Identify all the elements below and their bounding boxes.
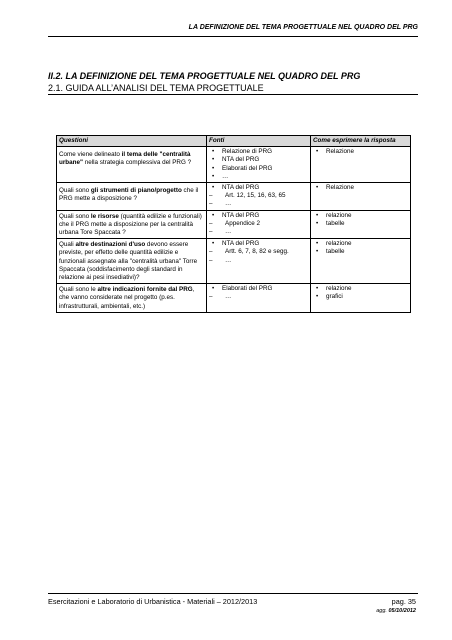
dash-icon: – bbox=[209, 248, 213, 256]
sources-cell bbox=[207, 210, 311, 239]
sources-list bbox=[209, 212, 308, 237]
bullet-icon: • bbox=[316, 148, 319, 156]
list-item-text: … bbox=[225, 293, 232, 301]
sources-list bbox=[209, 240, 308, 265]
table-row bbox=[57, 147, 411, 183]
list-item-text: relazione bbox=[326, 240, 352, 248]
answer-cell bbox=[311, 183, 411, 211]
question-text: Quali sono bbox=[59, 187, 91, 195]
list-item bbox=[209, 165, 308, 173]
list-item bbox=[209, 248, 308, 256]
dash-icon: – bbox=[209, 293, 213, 301]
list-item-text: tabelle bbox=[326, 248, 345, 256]
question-cell bbox=[57, 210, 207, 239]
table-row bbox=[57, 239, 411, 284]
question-text: Quali sono bbox=[59, 212, 91, 220]
question-cell bbox=[57, 239, 207, 284]
list-item-text: NTA del PRG bbox=[222, 211, 260, 219]
bullet-icon: • bbox=[212, 240, 215, 248]
question-text: (quantità edilizie e funzionali) che il PRG mette a disposizione per la centralità urbana Tore Spaccata ? bbox=[59, 212, 202, 237]
header-risposta: Come esprimere la risposta bbox=[311, 136, 411, 147]
dash-icon: – bbox=[209, 228, 213, 236]
list-item bbox=[209, 200, 308, 208]
list-item-text: … bbox=[225, 256, 232, 264]
list-item bbox=[209, 240, 308, 248]
question-cell bbox=[57, 284, 207, 313]
question-text: Come viene delineato bbox=[59, 151, 122, 159]
list-item bbox=[209, 285, 308, 293]
section-title: II.2. LA DEFINIZIONE DEL TEMA PROGETTUALE NEL QUADRO DEL PRG bbox=[48, 71, 361, 81]
list-item bbox=[209, 228, 308, 236]
question-text: devono essere previste, per effetto delle quantità edilizie e funzionali assegnate alla "centralità urbana" Torre Spaccata (soddisfacimento degli standard in relazione ai pesi insediativi)? bbox=[59, 241, 198, 282]
question-highlight: il tema delle "centralità urbane" bbox=[59, 151, 191, 167]
bullet-icon: • bbox=[316, 285, 319, 293]
list-item-text: Art. 12, 15, 16, 63, 65 bbox=[225, 192, 286, 200]
dash-icon: – bbox=[209, 200, 213, 208]
table-header-row bbox=[57, 136, 411, 147]
question-cell bbox=[57, 183, 207, 211]
list-item bbox=[313, 248, 408, 256]
question-cell bbox=[57, 147, 207, 183]
bullet-icon: • bbox=[316, 184, 319, 192]
update-date-value: 05/10/2012 bbox=[388, 608, 416, 614]
table-body bbox=[57, 147, 411, 313]
sources-cell bbox=[207, 284, 311, 313]
answer-list bbox=[313, 240, 408, 256]
subsection-title: 2.1. GUIDA ALL’ANALISI DEL TEMA PROGETTUALE bbox=[48, 83, 264, 93]
bullet-icon: • bbox=[212, 285, 215, 293]
list-item-text: Relazione di PRG bbox=[222, 148, 273, 156]
bullet-icon: • bbox=[212, 172, 215, 180]
answer-cell bbox=[311, 284, 411, 313]
question-text: , che vanno considerate nel progetto (p.es. infrastrutturali, ambientali, etc.) bbox=[59, 286, 195, 310]
list-item bbox=[209, 192, 308, 200]
analysis-table bbox=[56, 135, 411, 313]
bullet-icon: • bbox=[212, 148, 215, 156]
list-item-text: NTA del PRG bbox=[222, 156, 260, 164]
question-highlight: gli strumenti di piano/progetto bbox=[90, 187, 182, 195]
list-item bbox=[313, 240, 408, 248]
list-item-text: relazione bbox=[326, 211, 352, 219]
dash-icon: – bbox=[209, 219, 213, 227]
answer-cell bbox=[311, 210, 411, 239]
table-row bbox=[57, 210, 411, 239]
footer-rule bbox=[48, 593, 418, 594]
bullet-icon: • bbox=[212, 211, 215, 219]
list-item-text: Relazione bbox=[326, 148, 355, 156]
question-text: Quali bbox=[59, 241, 76, 249]
list-item-text: Relazione bbox=[326, 184, 355, 192]
page-number: pag. 35 bbox=[391, 597, 416, 606]
sources-cell bbox=[207, 239, 311, 284]
list-item bbox=[209, 293, 308, 301]
list-item-text: grafici bbox=[326, 293, 343, 301]
list-item-text: Appendice 2 bbox=[225, 219, 261, 227]
list-item-text: NTA del PRG bbox=[222, 184, 260, 192]
list-item bbox=[313, 285, 408, 293]
answer-list bbox=[313, 212, 408, 228]
update-date-prefix: agg. bbox=[376, 608, 389, 614]
dash-icon: – bbox=[209, 192, 213, 200]
list-item-text: Elaborati del PRG bbox=[222, 164, 273, 172]
sources-list bbox=[209, 184, 308, 209]
list-item bbox=[209, 173, 308, 181]
answer-cell bbox=[311, 147, 411, 183]
bullet-icon: • bbox=[316, 211, 319, 219]
list-item bbox=[209, 220, 308, 228]
list-item bbox=[209, 148, 308, 156]
sources-cell bbox=[207, 147, 311, 183]
question-highlight: altre indicazioni fornite dal PRG bbox=[97, 286, 193, 294]
header-rule bbox=[48, 36, 418, 37]
footer-course: Esercitazioni e Laboratorio di Urbanistica - Materiali – 2012/2013 bbox=[48, 597, 258, 606]
bullet-icon: • bbox=[316, 219, 319, 227]
list-item bbox=[313, 212, 408, 220]
bullet-icon: • bbox=[212, 184, 215, 192]
list-item-text: Artt. 6, 7, 8, 82 e segg. bbox=[225, 248, 289, 256]
list-item-text: … bbox=[222, 172, 229, 180]
list-item-text: … bbox=[225, 200, 232, 208]
question-highlight: altre destinazioni d'uso bbox=[75, 241, 146, 249]
answer-cell bbox=[311, 239, 411, 284]
dash-icon: – bbox=[209, 256, 213, 264]
sources-list bbox=[209, 285, 308, 301]
question-text: nella strategia complessiva del PRG ? bbox=[82, 159, 192, 167]
header-questioni: Questioni bbox=[57, 136, 207, 147]
table-row bbox=[57, 183, 411, 211]
answer-list bbox=[313, 285, 408, 301]
sources-list bbox=[209, 148, 308, 181]
bullet-icon: • bbox=[212, 164, 215, 172]
bullet-icon: • bbox=[316, 240, 319, 248]
list-item-text: … bbox=[225, 228, 232, 236]
list-item bbox=[313, 220, 408, 228]
list-item bbox=[209, 212, 308, 220]
table-row bbox=[57, 284, 411, 313]
list-item bbox=[209, 156, 308, 164]
list-item-text: relazione bbox=[326, 285, 352, 293]
question-text: Quali sono le bbox=[59, 286, 98, 294]
sources-cell bbox=[207, 183, 311, 211]
list-item bbox=[313, 148, 408, 156]
question-highlight: le risorse bbox=[90, 212, 119, 220]
question-text: che il PRG mette a disposizione ? bbox=[59, 187, 199, 203]
list-item bbox=[313, 184, 408, 192]
list-item-text: Elaborati del PRG bbox=[222, 285, 273, 293]
header-fonti: Fonti bbox=[207, 136, 311, 147]
list-item bbox=[209, 257, 308, 265]
answer-list bbox=[313, 184, 408, 192]
list-item bbox=[209, 184, 308, 192]
list-item-text: tabelle bbox=[326, 219, 345, 227]
running-head: LA DEFINIZIONE DEL TEMA PROGETTUALE NEL QUADRO DEL PRG bbox=[188, 24, 418, 31]
answer-list bbox=[313, 148, 408, 156]
bullet-icon: • bbox=[316, 248, 319, 256]
bullet-icon: • bbox=[316, 293, 319, 301]
update-date bbox=[376, 608, 416, 614]
list-item-text: NTA del PRG bbox=[222, 240, 260, 248]
subsection-rule bbox=[48, 94, 418, 95]
list-item bbox=[313, 293, 408, 301]
bullet-icon: • bbox=[212, 156, 215, 164]
